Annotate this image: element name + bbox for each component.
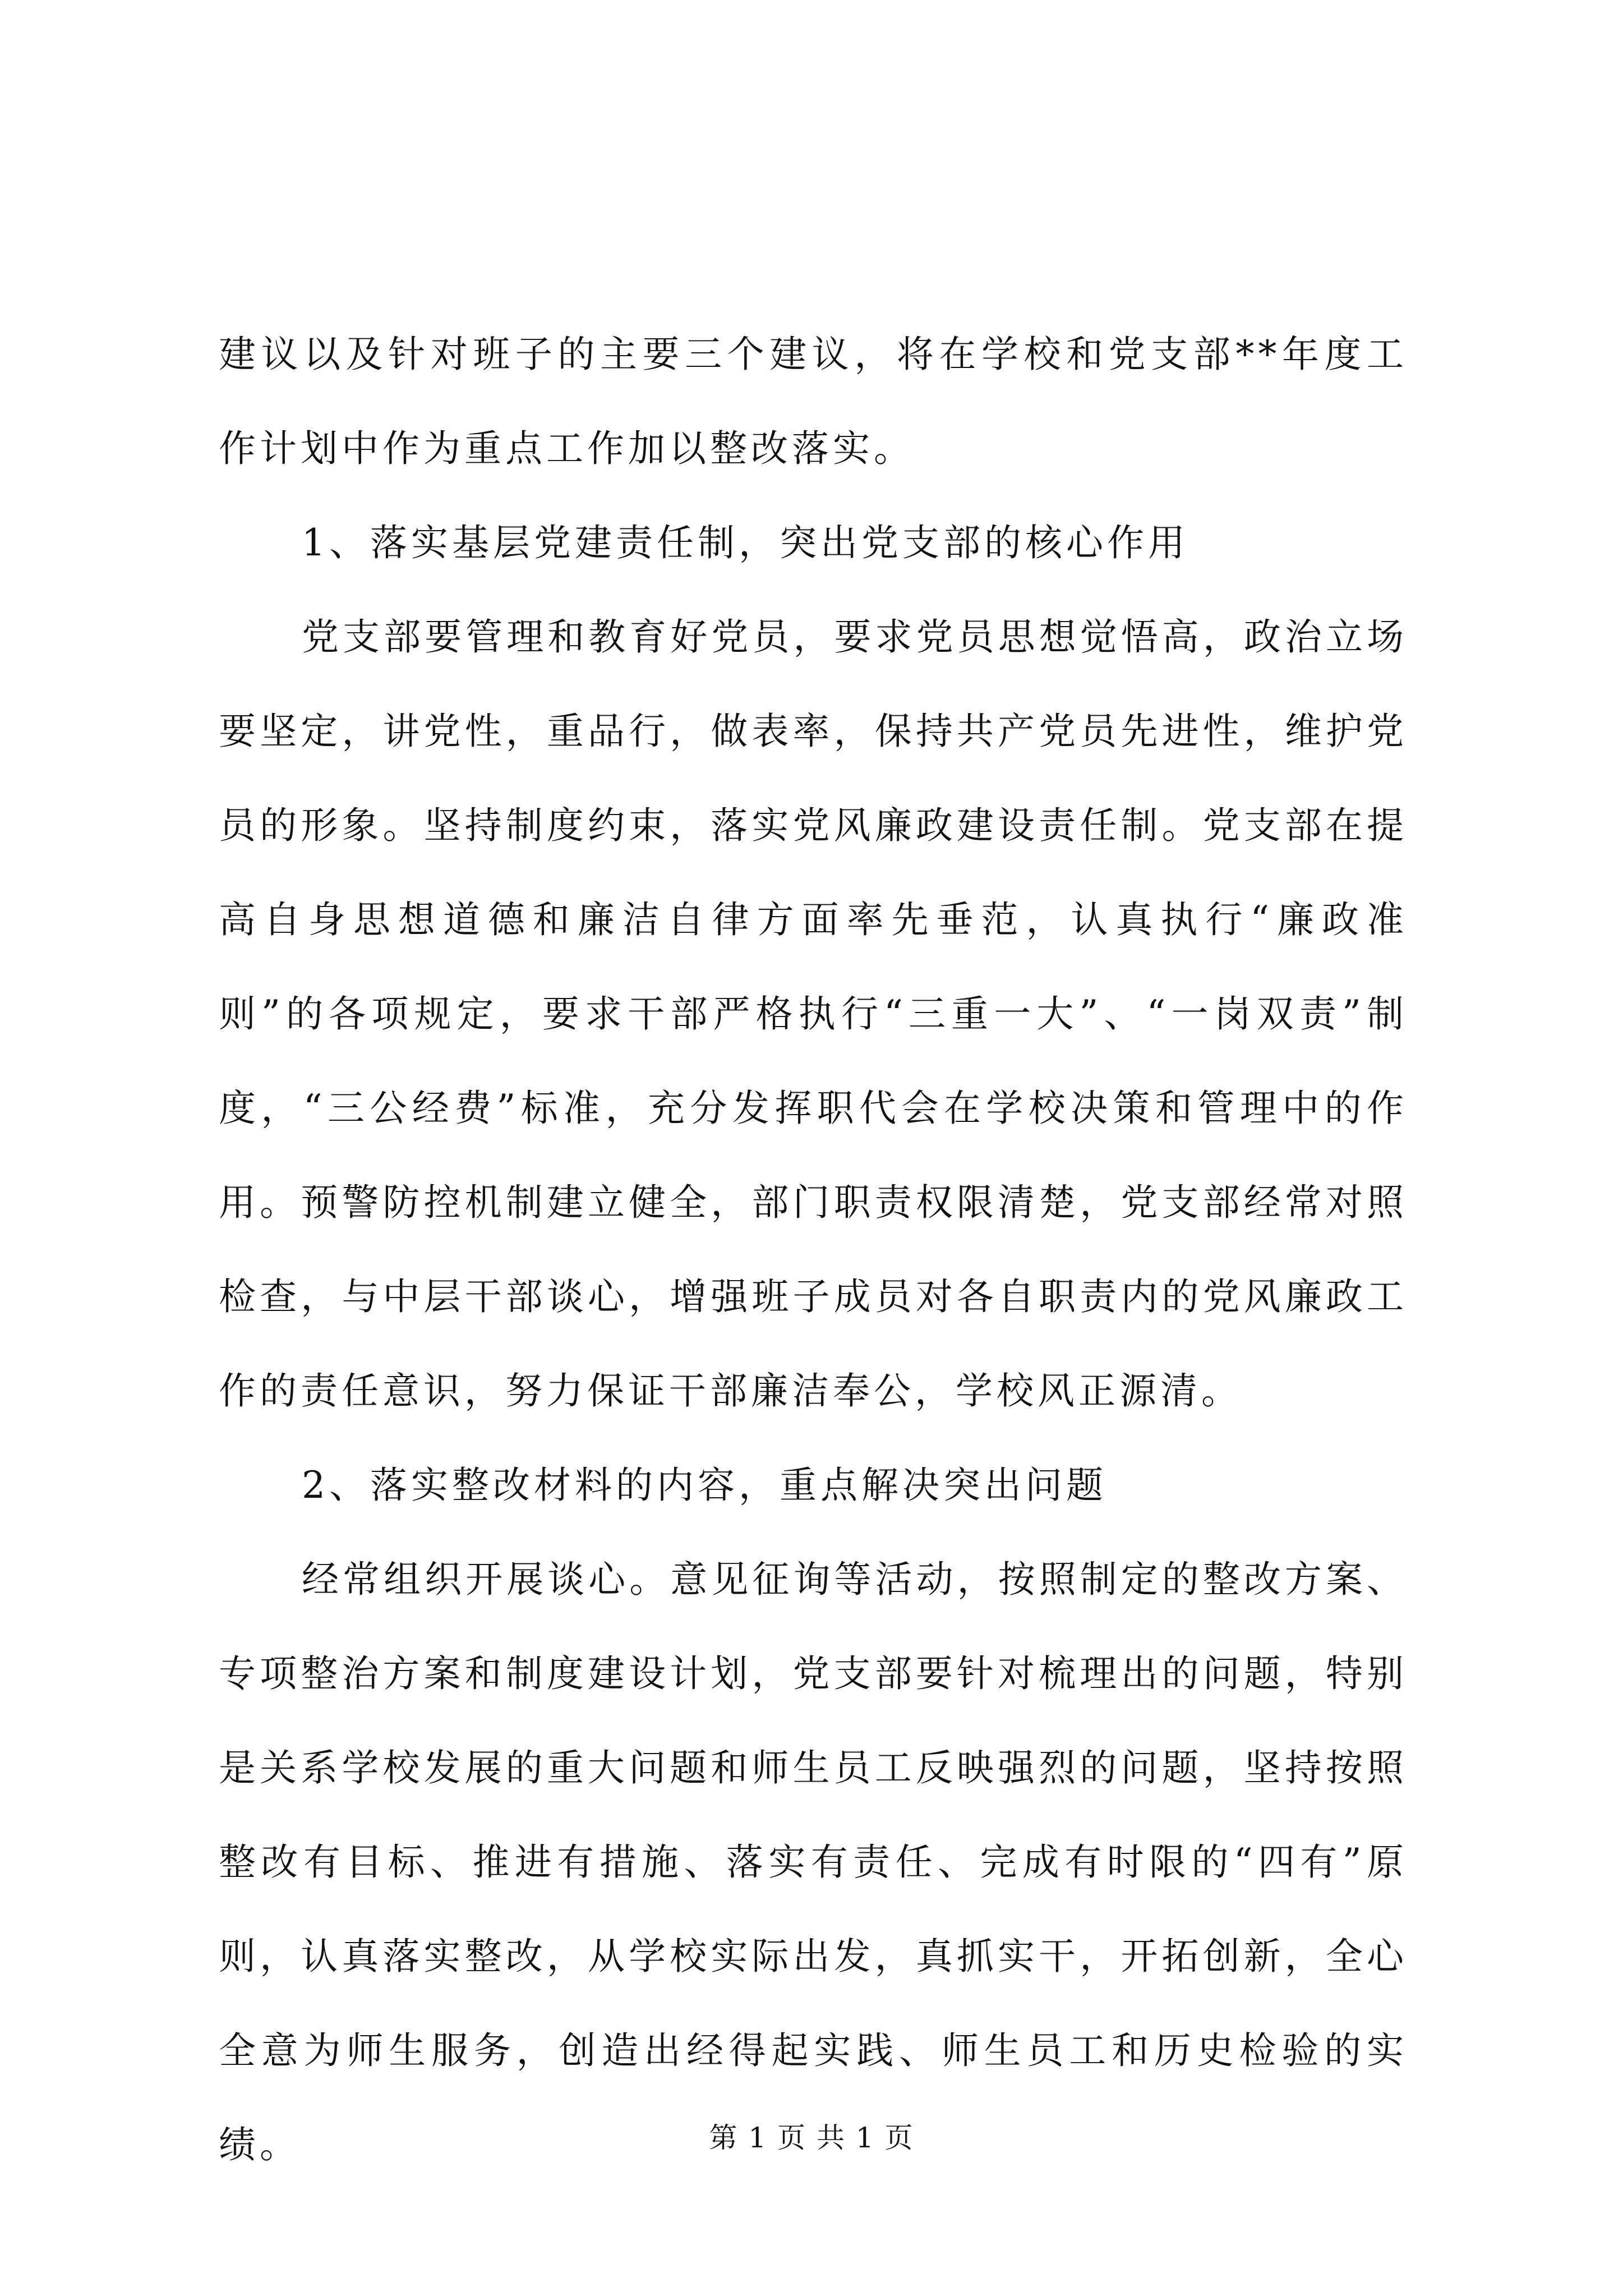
document-body	[219, 307, 1408, 2192]
section-heading-2: 2、落实整改材料的内容，重点解决突出问题	[302, 1464, 1107, 1507]
paragraph-section-2-body: 经常组织开展谈心。意见征询等活动，按照制定的整改方案、专项整治方案和制度建设计划，党支部要针对梳理出的问题，特别是关系学校发展的重大问题和师生员工反映强烈的问题，坚持按照整改有目标、推进有措施、落实有责任、完成有时限的“四有”原则，认真落实整改，从学校实际出发，真抓实干，开拓创新，全心全意为师生服务，创造出经得起实践、师生员工和历史检验的实绩。	[219, 1558, 1408, 2166]
paragraph-continuation: 建议以及针对班子的主要三个建议，将在学校和党支部**年度工作计划中作为重点工作加以整改落实。	[219, 333, 1408, 470]
page-number-footer: 第 1 页 共 1 页	[709, 2122, 914, 2154]
paragraph-section-1-body: 党支部要管理和教育好党员，要求党员思想觉悟高，政治立场要坚定，讲党性，重品行，做表率，保持共产党员先进性，维护党员的形象。坚持制度约束，落实党风廉政建设责任制。党支部在提高自身思想道德和廉洁自律方面率先垂范，认真执行“廉政准则”的各项规定，要求干部严格执行“三重一大”、“一岗双责”制度，“三公经费”标准，充分发挥职代会在学校决策和管理中的作用。预警防控机制建立健全，部门职责权限清楚，党支部经常对照检查，与中层干部谈心，增强班子成员对各自职责内的党风廉政工作的责任意识，努力保证干部廉洁奉公，学校风正源清。	[219, 615, 1408, 1412]
section-heading-1: 1、落实基层党建责任制，突出党支部的核心作用	[302, 521, 1189, 564]
